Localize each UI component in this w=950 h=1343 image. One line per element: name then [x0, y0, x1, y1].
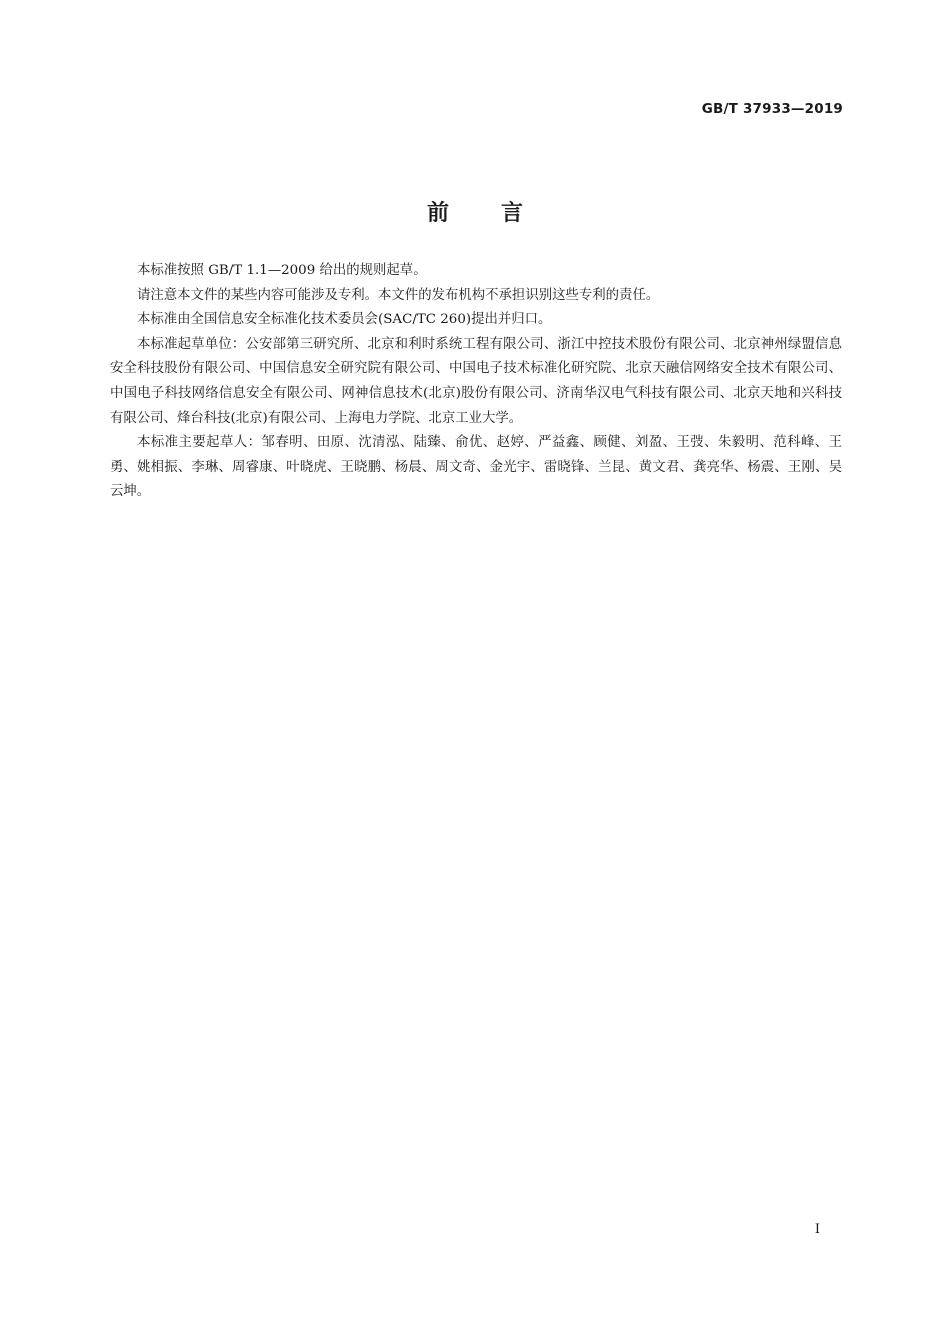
page-title: 前言 [426, 200, 575, 226]
standard-code: GB/T 37933—2019 [701, 101, 843, 117]
paragraph-proposer: 本标准由全国信息安全标准化技术委员会(SAC/TC 260)提出并归口。 [137, 312, 552, 328]
paragraph-drafters: 本标准主要起草人：邹春明、田原、沈清泓、陆臻、俞优、赵婷、严益鑫、顾健、刘盈、王弢、朱毅明、范科峰、王勇、姚相振、李琳、周睿康、叶晓虎、王晓鹏、杨晨、周文奇、金光宇、雷晓锋、兰昆、黄文君、龚亮华、杨震、王刚、吴云坤。 [110, 435, 842, 500]
foreword-body [110, 259, 842, 505]
page-number: I [814, 1222, 820, 1237]
paragraph-drafting-rules: 本标准按照 GB/T 1.1—2009 给出的规则起草。 [137, 263, 427, 278]
paragraph-drafting-units: 本标准起草单位：公安部第三研究所、北京和利时系统工程有限公司、浙江中控技术股份有限公司、北京神州绿盟信息安全科技股份有限公司、中国信息安全研究院有限公司、中国电子技术标准化研究院、北京天融信网络安全技术有限公司、中国电子科技网络信息安全有限公司、网神信息技术(北京)股份有限公司、济南华汉电气科技有限公司、北京天地和兴科技有限公司、烽台科技(北京)有限公司、上海电力学院、北京工业大学。 [110, 336, 842, 426]
paragraph-patent-notice: 请注意本文件的某些内容可能涉及专利。本文件的发布机构不承担识别这些专利的责任。 [137, 287, 660, 303]
